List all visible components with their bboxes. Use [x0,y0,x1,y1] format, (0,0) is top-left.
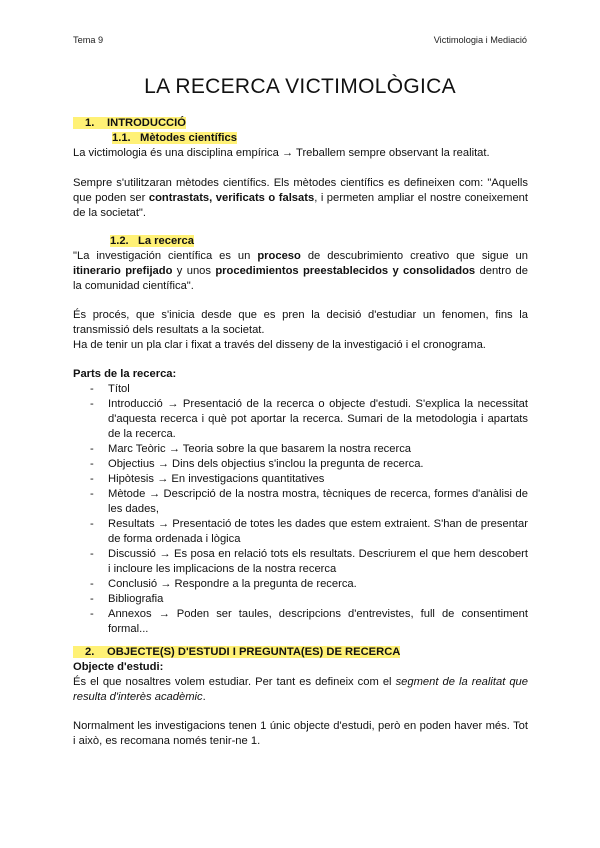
paragraph-process: És procés, que s'inicia desde que es pren la decisió d'estudiar un fenomen, fins la transmissió dels resultats a la societat. Ha de tenir un pla clar i fixat a través del disseny de la investigació i el cronograma. [73,309,528,351]
header-topic: Tema 9 [73,35,104,45]
study-object-subheading: Objecte d'estudi: [73,661,164,673]
section-2-number: 2. [85,646,95,658]
research-parts [73,367,528,637]
paragraph-single-object: Normalment les investigacions tenen 1 únic objecte d'estudi, però en poden haver més. Tot i això, es recomana només tenir-ne 1. [73,720,528,747]
paragraph-scientific-methods: Sempre s'utilitzaran mètodes científics. Els mètodes científics es defineixen com: "Aquells que poden ser contrastats, verificats o falsats, i permeten ampliar el nostre coneixement de la societat". [73,177,529,219]
subsection-1-1-number: 1.1. [112,132,131,144]
paragraph-research-definition: "La investigación científica es un proceso de descubrimiento creativo que sigue un itinerario prefijado y unos procedimientos preestablecidos y consolidados dentro de la comunidad científica". [73,250,528,292]
section-2-heading [73,645,528,660]
subsection-1-2-title: La recerca [138,235,194,247]
list-item: - Discussió → Es posa en relació tots els resultats. Descriurem el que hem descobert i incloure les implicacions de la nostra recerca [73,547,528,577]
list-item: - Annexos → Poden ser taules, descripcions d'entrevistes, full de consentiment formal... [73,607,528,637]
section-1-title: INTRODUCCIÓ [107,117,186,129]
list-item: - Resultats → Presentació de totes les dades que estem extraient. S'han de presentar de forma ordenada i lògica [73,517,528,547]
research-parts-list [73,382,528,637]
section-1-heading [73,116,528,131]
section-1-number: 1. [85,117,95,129]
subsection-1-2-number: 1.2. [110,235,129,247]
page-header [73,33,527,47]
document-title: LA RECERCA VICTIMOLÒGICA [144,75,456,98]
paragraph-study-object: És el que nosaltres volem estudiar. Per tant es defineix com el segment de la realitat que resulta d'interès acadèmic. [73,676,528,703]
list-item: - Introducció → Presentació de la recerca o objecte d'estudi. S'explica la necessitat d'aquesta recerca i què pot aportar la recerca. Sumari de la metodologia i apartats de la recerca. [73,397,528,442]
section-2-title: OBJECTE(S) D'ESTUDI I PREGUNTA(ES) DE RECERCA [107,646,401,658]
paragraph-empirical: La victimologia és una disciplina empírica → Treballem sempre observant la realitat. [73,147,490,159]
list-item: - Hipòtesis → En investigacions quantitatives [73,472,528,487]
research-parts-title: Parts de la recerca: [73,368,177,380]
subsection-1-2-heading [110,234,528,249]
list-item: - Títol [73,382,528,397]
list-item: - Conclusió → Respondre a la pregunta de recerca. [73,577,528,592]
header-course: Victimologia i Mediació [433,35,527,45]
list-item: - Objectius → Dins dels objectius s'inclou la pregunta de recerca. [73,457,528,472]
list-item: - Marc Teòric → Teoria sobre la que basarem la nostra recerca [73,442,528,457]
subsection-1-1-heading [112,131,528,146]
list-item: - Mètode → Descripció de la nostra mostra, tècniques de recerca, formes d'anàlisi de les dades, [73,487,528,517]
list-item: - Bibliografia [73,592,528,607]
subsection-1-1-title: Mètodes científics [140,132,237,144]
